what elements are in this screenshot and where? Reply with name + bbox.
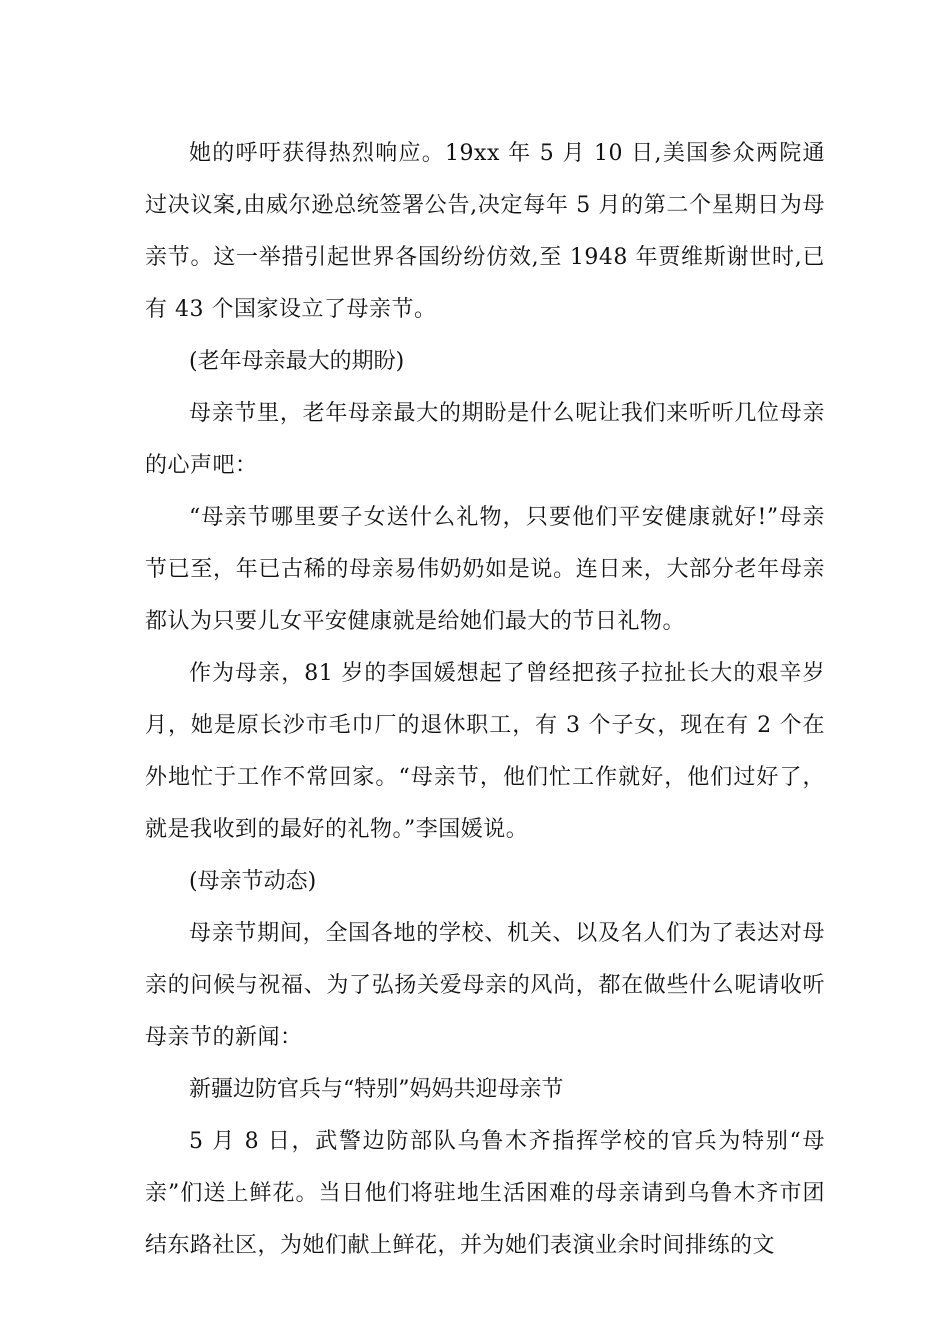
- document-body: [145, 128, 825, 1272]
- section-heading-news: (母亲节动态): [189, 869, 317, 894]
- paragraph-history: 她的呼吁获得热烈响应。19xx 年 5 月 10 日,美国参众两院通过决议案,由威尔逊总统签署公告,决定每年 5 月的第二个星期日为母亲节。这一举措引起世界各国纷纷仿效,至 1948 年贾维斯谢世时,已有 43 个国家设立了母亲节。: [145, 141, 825, 322]
- paragraph-yi-weinai: “母亲节哪里要子女送什么礼物，只要他们平安健康就好!”母亲节已至，年已古稀的母亲易伟奶奶如是说。连日来，大部分老年母亲都认为只要儿女平安健康就是给她们最大的节日礼物。: [145, 505, 825, 634]
- paragraph-news-xinjiang: 5 月 8 日，武警边防部队乌鲁木齐指挥学校的官兵为特别“母亲”们送上鲜花。当日他们将驻地生活困难的母亲请到乌鲁木齐市团结东路社区，为她们献上鲜花，并为她们表演业余时间排练的文: [145, 1129, 825, 1258]
- paragraph-news-intro: 母亲节期间，全国各地的学校、机关、以及名人们为了表达对母亲的问候与祝福、为了弘扬关爱母亲的风尚，都在做些什么呢请收听母亲节的新闻：: [145, 921, 825, 1050]
- paragraph-li-guoyuan: 作为母亲，81 岁的李国媛想起了曾经把孩子拉扯长大的艰辛岁月，她是原长沙市毛巾厂的退休职工，有 3 个子女，现在有 2 个在外地忙于工作不常回家。“母亲节，他们忙工作就好，他们过好了，就是我收到的最好的礼物。”李国媛说。: [145, 661, 825, 842]
- news-headline-xinjiang: 新疆边防官兵与“特别”妈妈共迎母亲节: [189, 1077, 564, 1102]
- paragraph-expectations-intro: 母亲节里，老年母亲最大的期盼是什么呢让我们来听听几位母亲的心声吧：: [145, 401, 825, 478]
- section-heading-expectations: (老年母亲最大的期盼): [189, 349, 405, 374]
